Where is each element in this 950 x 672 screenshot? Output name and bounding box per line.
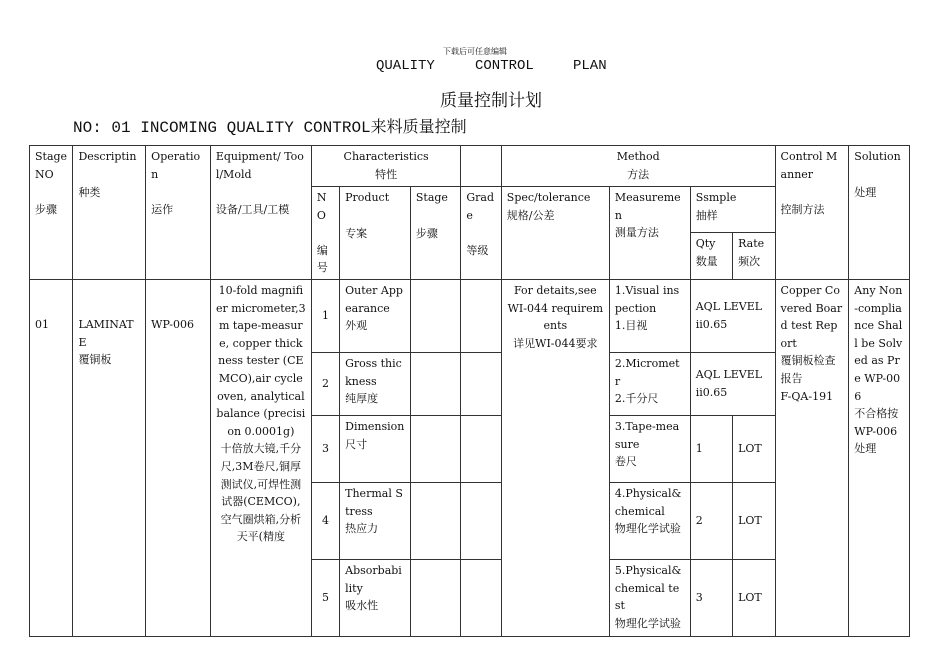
header-sample [690, 187, 775, 233]
item-measurement-en: 5.Physical& chemical test [614, 563, 682, 613]
header-control [775, 146, 849, 280]
header-measurement [609, 187, 690, 280]
item-measurement [609, 352, 690, 415]
header-sample-en: Ssmple [695, 191, 737, 204]
document-number-cn: 来料质量控制 [370, 117, 467, 136]
spec-cell [501, 279, 609, 636]
item-stage [410, 352, 461, 415]
item-product-en: Outer Appearance [345, 283, 403, 315]
equipment-en: 10-fold magnifier micrometer,3m tape-measure, copper thickness tester (CEMCO),air cycle oven, analytical balance (precision 0.0001g) [216, 283, 306, 438]
spec-en: For detaits,see WI-044 requirements [507, 283, 604, 333]
header-char-no-en: NO [316, 191, 327, 222]
page-title-cn: 质量控制计划 [440, 91, 542, 111]
header-control-en: Control Manner [780, 150, 838, 181]
header-rate-cn: 频次 [738, 255, 761, 269]
header-characteristics-cn: 特性 [375, 167, 398, 181]
solution-cell [849, 279, 910, 636]
header-stage [30, 146, 73, 280]
header-stage-cn: 步骤 [35, 203, 57, 217]
header-qty [690, 233, 732, 279]
header-spec [501, 187, 609, 280]
item-measurement [609, 559, 690, 636]
title-word-plan: PLAN [573, 58, 607, 74]
edit-note: 下载后可任意编辑 [443, 47, 507, 56]
item-measurement [609, 279, 690, 352]
item-measurement-cn: 卷尺 [614, 455, 637, 469]
description-en: LAMINATE [78, 317, 134, 349]
item-stage [410, 415, 461, 482]
header-measurement-cn: 测量方法 [614, 226, 659, 240]
item-no: 1 [311, 279, 339, 352]
header-equipment [210, 146, 311, 280]
header-measurement-en: Measuremen [614, 191, 681, 222]
equipment-cn: 十倍放大镜,千分尺,3M卷尺,铜厚测试仪,可焊性测试器(CEMCO),空气圈烘箱,分析天平(精度 [220, 442, 302, 544]
header-char-stage-en: Stage [415, 191, 448, 204]
item-no: 5 [311, 559, 339, 636]
header-operation [146, 146, 211, 280]
item-product [340, 482, 411, 559]
header-product-cn: 专案 [345, 226, 368, 240]
header-spec-en: Spec/tolerance [506, 191, 591, 204]
item-product-en: Gross thickness [345, 356, 402, 388]
item-product [340, 352, 411, 415]
item-measurement-cn: 物理化学试验 [614, 522, 681, 536]
header-grade-top [461, 146, 501, 187]
header-description-cn: 种类 [78, 185, 101, 199]
item-rate: LOT [733, 415, 775, 482]
header-rate [733, 233, 775, 279]
header-solution [849, 146, 910, 280]
table-header-row [30, 146, 910, 187]
item-product [340, 559, 411, 636]
control-code: F-QA-191 [780, 389, 834, 403]
item-product-en: Absorbability [345, 563, 402, 595]
item-grade [461, 559, 501, 636]
item-stage [410, 559, 461, 636]
item-grade [461, 352, 501, 415]
description-cn: 覆铜板 [78, 353, 112, 367]
header-char-stage-cn: 步骤 [415, 226, 438, 240]
header-solution-cn: 处理 [854, 185, 877, 199]
item-measurement-en: 4.Physical& chemical [614, 486, 682, 518]
item-measurement [609, 415, 690, 482]
item-qty: 3 [690, 559, 732, 636]
item-no: 3 [311, 415, 339, 482]
item-product [340, 415, 411, 482]
item-no: 2 [311, 352, 339, 415]
header-operation-cn: 运作 [151, 203, 174, 217]
table-row [30, 279, 910, 352]
item-product-cn: 尺寸 [345, 437, 368, 451]
header-char-no [311, 187, 339, 280]
header-sample-cn: 抽样 [695, 208, 718, 222]
header-operation-en: Operation [151, 150, 201, 181]
header-rate-en: Rate [738, 237, 765, 251]
header-characteristics [311, 146, 461, 187]
description-cell [73, 279, 146, 636]
header-grade-cn: 等级 [466, 244, 489, 258]
item-grade [461, 279, 501, 352]
header-solution-en: Solution [854, 150, 901, 163]
header-product-en: Product [345, 191, 390, 204]
item-sample: AQL LEVEL ⅱ0.65 [690, 279, 775, 352]
item-product-cn: 纯厚度 [345, 392, 379, 406]
item-qty: 2 [690, 482, 732, 559]
item-measurement [609, 482, 690, 559]
item-stage [410, 482, 461, 559]
document-number [73, 114, 467, 137]
item-qty: 1 [690, 415, 732, 482]
item-rate: LOT [733, 482, 775, 559]
item-grade [461, 482, 501, 559]
item-measurement-en: 1.Visual inspection [614, 283, 680, 315]
spec-cn: 详见WI-044要求 [513, 336, 598, 350]
header-spec-cn: 规格/公差 [506, 208, 555, 222]
title-word-control: CONTROL [475, 58, 534, 74]
item-no: 4 [311, 482, 339, 559]
header-char-stage [410, 187, 461, 280]
header-grade [461, 187, 501, 280]
header-grade-en: Grade [466, 191, 495, 222]
header-stage-en: Stage NO [35, 150, 68, 181]
header-characteristics-en: Characteristics [343, 150, 429, 163]
control-cell [775, 279, 849, 636]
item-product-cn: 外观 [345, 319, 368, 333]
header-control-cn: 控制方法 [780, 203, 825, 217]
item-product-en: Thermal Stress [345, 486, 403, 518]
header-product [340, 187, 411, 280]
solution-cn: 不合格按WP-006处理 [854, 407, 899, 456]
item-measurement-en: 2.Micrometr [614, 356, 680, 388]
equipment-cell [210, 279, 311, 636]
header-char-no-cn: 编号 [316, 243, 328, 275]
title-word-quality: QUALITY [376, 58, 435, 74]
header-equipment-cn: 设备/工具/工模 [215, 203, 290, 217]
item-product-en: Dimension [345, 419, 405, 433]
item-measurement-en: 3.Tape-measure [614, 419, 680, 451]
header-method-cn: 方法 [627, 167, 650, 181]
item-sample: AQL LEVEL ⅱ0.65 [690, 352, 775, 415]
header-equipment-en: Equipment/ Tool/Mold [215, 150, 304, 181]
item-product [340, 279, 411, 352]
header-qty-cn: 数量 [695, 255, 718, 269]
quality-plan-table [29, 145, 910, 637]
item-grade [461, 415, 501, 482]
header-description [73, 146, 146, 280]
header-description-en: Descriptin [78, 150, 137, 163]
item-measurement-cn: 物理化学试验 [614, 616, 681, 630]
stage-no-cell: 01 [30, 279, 73, 636]
header-method [501, 146, 775, 187]
item-stage [410, 279, 461, 352]
control-cn: 覆铜板检查报告 [780, 354, 836, 385]
header-method-en: Method [616, 150, 660, 163]
operation-cell: WP-006 [146, 279, 211, 636]
item-product-cn: 热应力 [345, 522, 379, 536]
control-en: Copper Covered Board test Report [780, 283, 843, 350]
item-product-cn: 吸水性 [345, 599, 379, 613]
item-measurement-cn: 1.目视 [614, 319, 648, 333]
item-rate: LOT [733, 559, 775, 636]
item-measurement-cn: 2.千分尺 [614, 392, 659, 406]
solution-en: Any Non-compliance Shall be Solved as Pre WP-006 [854, 283, 903, 403]
header-qty-en: Qty [695, 237, 716, 251]
document-number-en: NO: 01 INCOMING QUALITY CONTROL [73, 119, 371, 137]
